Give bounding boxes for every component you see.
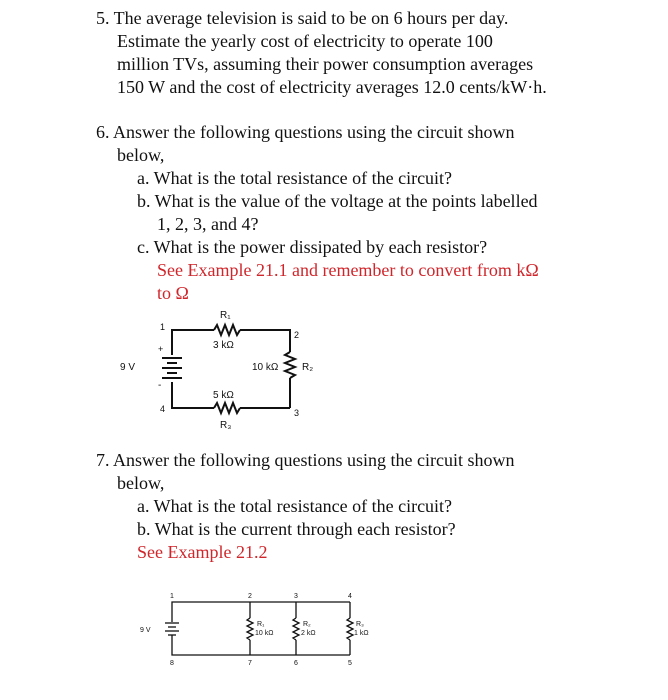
- q6-resistor-r2: [285, 352, 295, 378]
- q7-wire-bottom: [172, 635, 350, 655]
- q5-line-1: 5. The average television is said to be on 6 hours per day.: [96, 8, 509, 28]
- q6-point-3: 3: [294, 408, 300, 418]
- q7-point-6: 6: [294, 660, 298, 667]
- q7-resistor-r1: [247, 618, 253, 640]
- q6-part-b-line-1: b. What is the value of the voltage at the points labelled: [137, 191, 538, 211]
- q7-hint: See Example 21.2: [137, 542, 268, 562]
- q6-part-c: c. What is the power dissipated by each resistor?: [137, 237, 488, 257]
- q6-resistor-r1: [214, 325, 240, 335]
- q6-r3-value: 5 kΩ: [213, 390, 234, 401]
- q6-point-1: 1: [160, 322, 166, 332]
- q6-battery: [162, 358, 182, 378]
- q6-battery-label: 9 V: [120, 362, 136, 373]
- q7-line-1: 7. Answer the following questions using the circuit shown: [96, 450, 515, 470]
- q7-part-a: a. What is the total resistance of the circuit?: [137, 496, 453, 516]
- q6-wire-top-left: [172, 330, 214, 355]
- q6-hint-line-2: to Ω: [157, 283, 189, 303]
- q7-wire-top: [172, 602, 350, 622]
- q7-resistor-r2: [293, 618, 299, 640]
- q6-line-1: 6. Answer the following questions using the circuit shown: [96, 122, 515, 142]
- q7-line-2: below,: [117, 473, 165, 493]
- q6-part-b-line-2: 1, 2, 3, and 4?: [157, 214, 259, 234]
- q7-r1-name: R₁: [257, 621, 265, 628]
- q6-part-a: a. What is the total resistance of the circuit?: [137, 168, 453, 188]
- q7-part-b: b. What is the current through each resistor?: [137, 519, 456, 539]
- q7-battery: [165, 623, 179, 635]
- q6-point-2: 2: [294, 330, 300, 340]
- q6-circuit-diagram: [110, 300, 314, 440]
- q7-resistor-r3: [347, 618, 353, 640]
- q7-circuit-wires: [172, 602, 350, 655]
- q6-r3-name: R₃: [220, 420, 232, 431]
- q7-battery-label: 9 V: [140, 627, 151, 634]
- q6-hint-line-1: See Example 21.1 and remember to convert from kΩ: [157, 260, 539, 280]
- q5-line-4: 150 W and the cost of electricity averages 12.0 cents/kW·h.: [117, 77, 547, 97]
- q6-r1-name: R₁: [220, 310, 231, 321]
- q7-point-5: 5: [348, 660, 352, 667]
- q7-point-1: 1: [170, 593, 174, 600]
- q6-battery-minus: -: [158, 380, 162, 391]
- q7-point-8: 8: [170, 660, 174, 667]
- q6-resistor-r3: [214, 403, 240, 413]
- q7-r2-value: 2 kΩ: [301, 630, 316, 637]
- q6-r2-name: R₂: [302, 362, 314, 373]
- q6-r1-value: 3 kΩ: [213, 340, 234, 351]
- q7-r3-name: R₃: [356, 621, 364, 628]
- q6-wire-bottom-left: [172, 382, 214, 408]
- q6-battery-plus: +: [158, 344, 164, 354]
- q6-point-4: 4: [160, 404, 166, 414]
- q7-r2-name: R₂: [303, 621, 311, 628]
- q6-wire-top-right: [240, 330, 290, 352]
- q7-point-3: 3: [294, 593, 298, 600]
- q6-line-2: below,: [117, 145, 165, 165]
- q7-point-4: 4: [348, 593, 352, 600]
- q5-line-3: million TVs, assuming their power consumption averages: [117, 54, 534, 74]
- q7-point-7: 7: [248, 660, 252, 667]
- q7-point-2: 2: [248, 593, 252, 600]
- q6-r2-value: 10 kΩ: [252, 362, 279, 373]
- q7-circuit-diagram: [130, 585, 370, 670]
- q5-line-2: Estimate the yearly cost of electricity to operate 100: [117, 31, 493, 51]
- q7-r1-value: 10 kΩ: [255, 630, 274, 637]
- q7-r3-value: 1 kΩ: [354, 630, 369, 637]
